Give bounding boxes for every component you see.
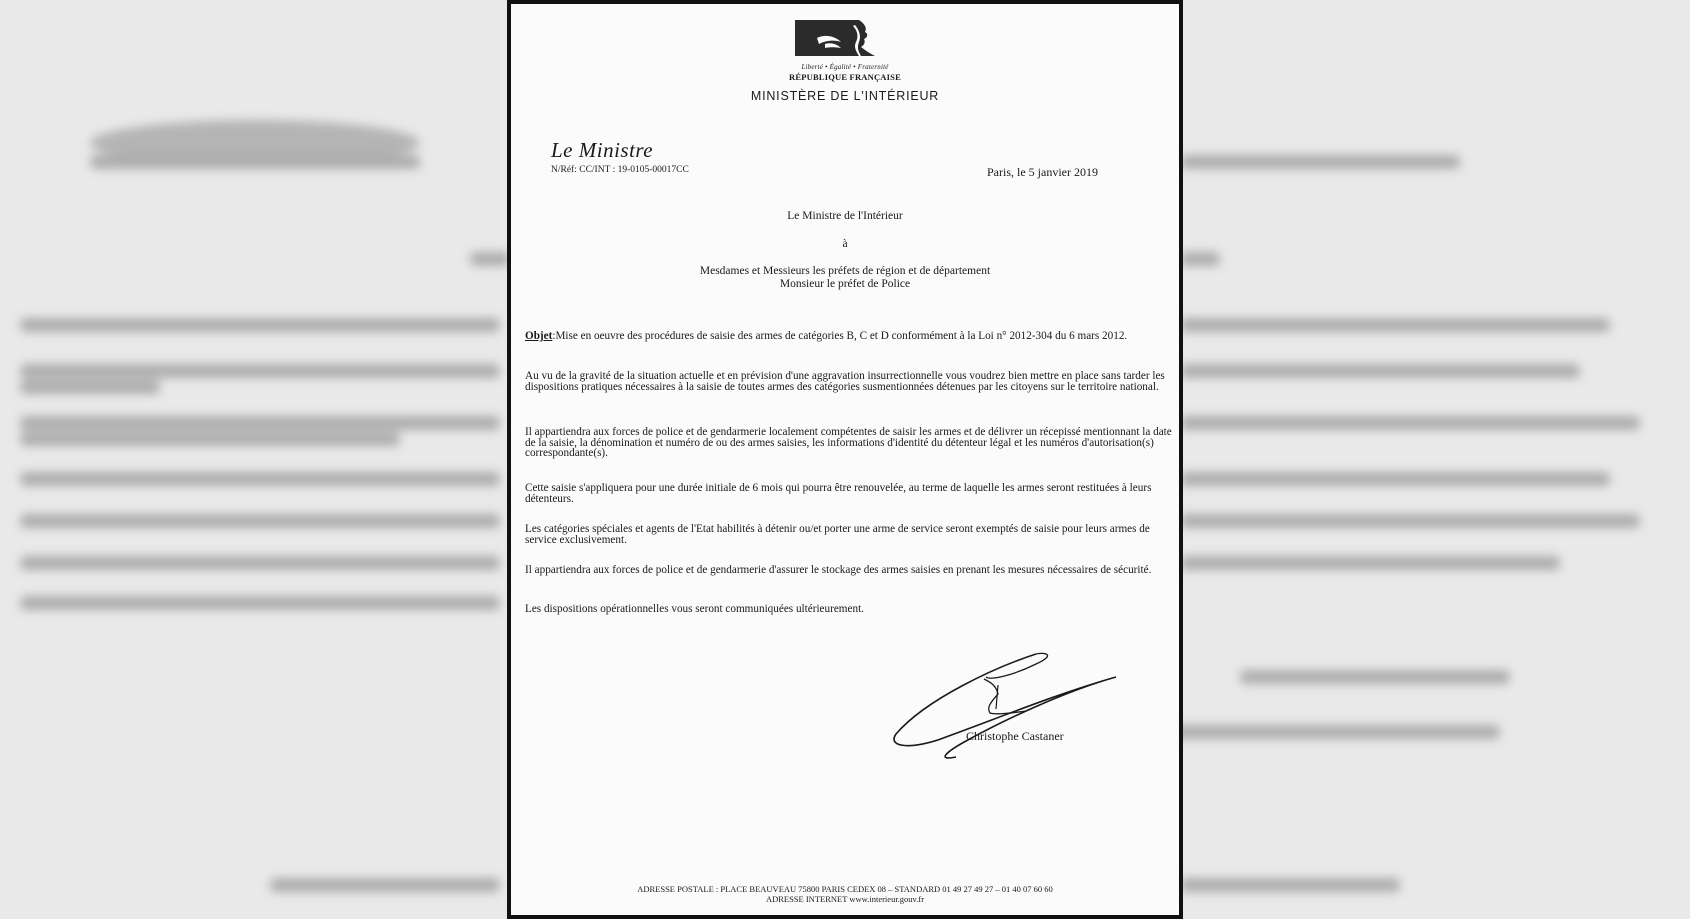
signer-name: Christophe Castaner <box>966 729 1064 743</box>
subject-text: :Mise en oeuvre des procédures de saisie des armes de catégories B, C et D conformément à la Loi n° 2012-304 du 6 mars 2012. <box>552 330 1128 342</box>
handwritten-signature <box>886 649 1126 764</box>
body-paragraph: Au vu de la gravité de la situation actuelle et en prévision d'une aggravation insurrectionnelle vous voudrez bien mettre en place sans tarder les dispositions pratiques nécessaires à la saisie de toutes armes des catégories susmentionnées détenues par les citoyens sur le territoire national. <box>525 370 1165 393</box>
letter-page <box>507 0 1183 919</box>
body-paragraph: Il appartiendra aux forces de police et de gendarmerie d'assurer le stockage des armes saisies en prenant les mesures nécessaires de sécurité. <box>525 564 1152 576</box>
minister-title: Le Ministre <box>551 138 654 162</box>
letter-sheet <box>511 4 1179 915</box>
subject-line <box>525 331 1173 342</box>
body-paragraph: Cette saisie s'appliquera pour une durée initiale de 6 mois qui pourra être renouvelée, au terme de laquelle les armes seront restituées à leurs détenteurs. <box>525 482 1152 505</box>
recipients-line-2: Monsieur le préfet de Police <box>779 278 911 290</box>
footer-postal-address: ADRESSE POSTALE : PLACE BEAUVEAU 75800 PARIS CEDEX 08 – STANDARD 01 49 27 49 27 – 01 40 07 60 60 <box>637 884 1053 894</box>
reference-number: N/Réf: CC/INT : 19-0105-00017CC <box>551 165 689 175</box>
subject-label: Objet <box>525 330 553 342</box>
marianne-logo <box>795 20 896 56</box>
republic-motto: Liberté • Égalité • Fraternité <box>801 63 889 71</box>
to-word: à <box>842 238 848 250</box>
footer-internet-address: ADRESSE INTERNET www.interieur.gouv.fr <box>765 894 925 904</box>
letter-footer <box>511 884 1179 904</box>
recipients-line-1: Mesdames et Messieurs les préfets de région et de département <box>699 265 991 277</box>
sender: Le Ministre de l'Intérieur <box>787 210 903 222</box>
republic-name: RÉPUBLIQUE FRANÇAISE <box>789 72 901 82</box>
ministry-name: MINISTÈRE DE L'INTÉRIEUR <box>750 89 940 103</box>
body-paragraph: Les dispositions opérationnelles vous seront communiquées ultérieurement. <box>525 603 864 615</box>
letterhead-logo <box>511 20 1179 103</box>
letter-date: Paris, le 5 janvier 2019 <box>987 165 1098 179</box>
body-paragraph: Les catégories spéciales et agents de l'Etat habilités à détenir ou/et porter une arme de service seront exemptés de saisie pour leurs armes de service exclusivement. <box>525 523 1150 546</box>
body-paragraph: Il appartiendra aux forces de police et de gendarmerie localement compétentes de saisir les armes et de délivrer un récepissé mentionnant la date de la saisie, la dénomination et numéro de ou des armes saisies, les informations d'identité du détenteur légal et les numéros d'autorisation(s) correspondante(s). <box>525 426 1172 459</box>
